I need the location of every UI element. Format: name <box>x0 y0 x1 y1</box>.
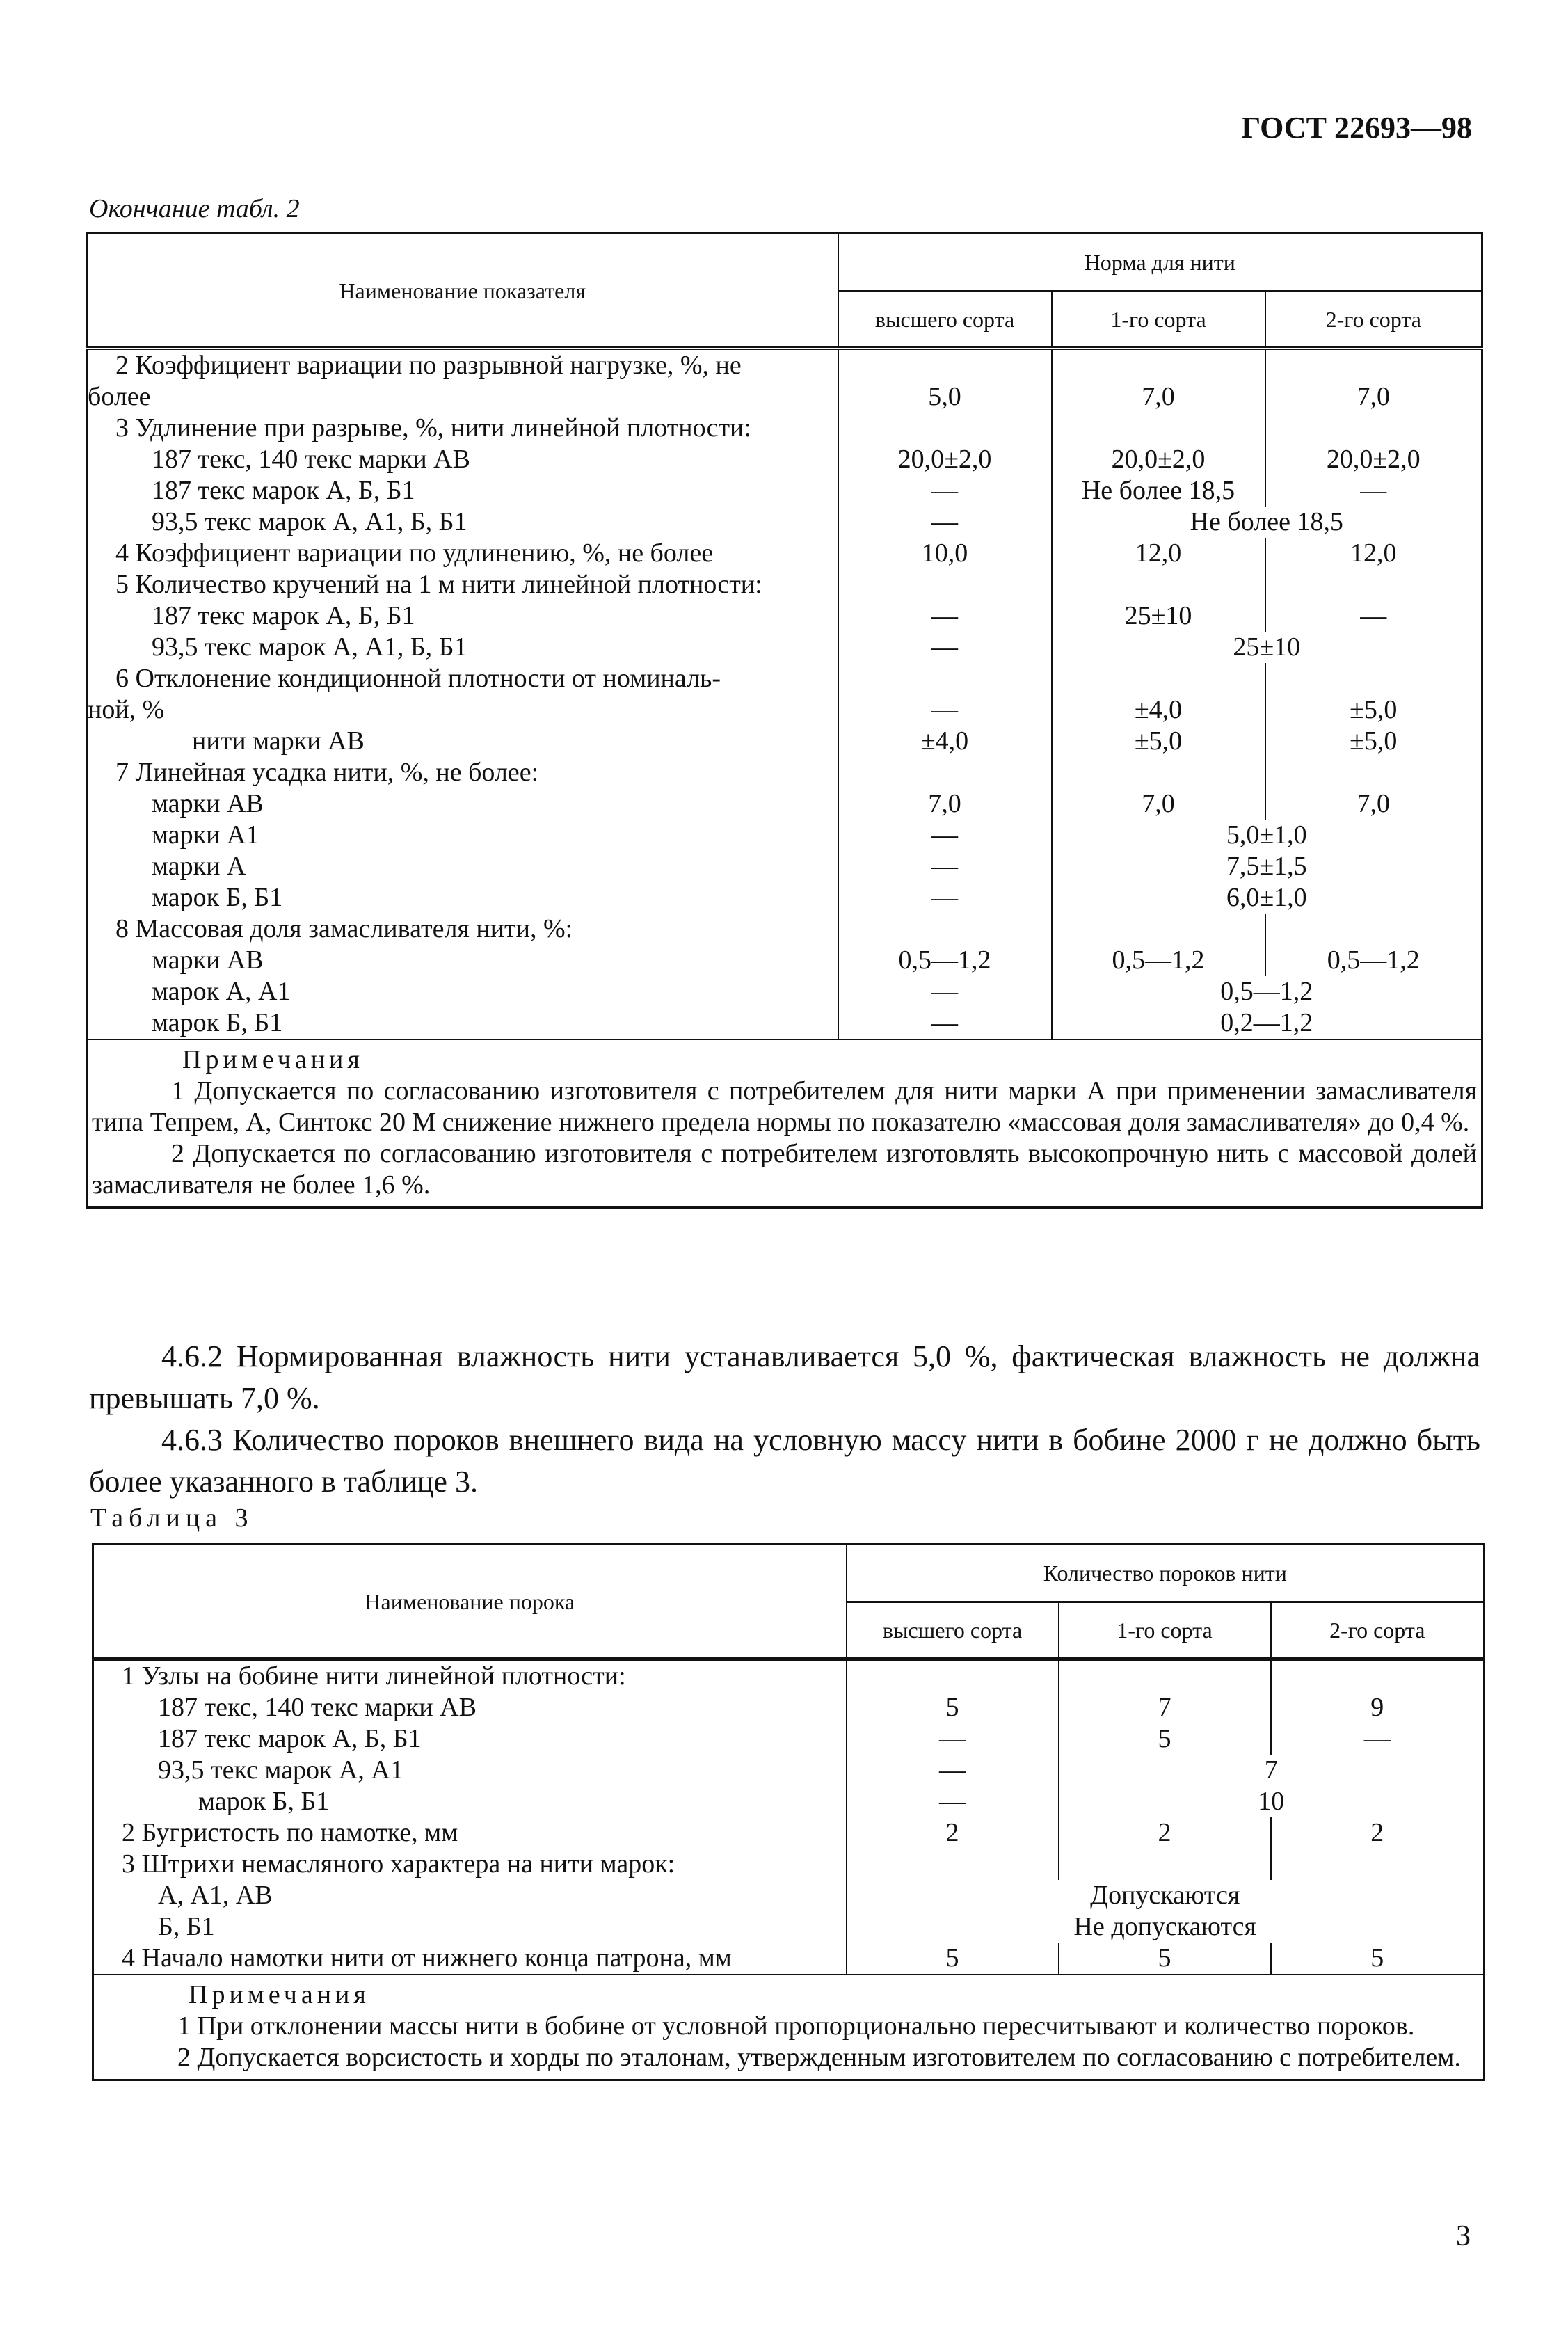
table2-row <box>87 475 1482 507</box>
table2-row <box>87 914 1482 945</box>
table2-row-value <box>838 569 1052 600</box>
table3-row <box>93 1943 1485 1975</box>
table2-row <box>87 851 1482 882</box>
table3-row <box>93 1659 1485 1693</box>
table3-row-value: — <box>1363 1724 1391 1753</box>
table2-row-value <box>1052 757 1265 788</box>
table2-row <box>87 757 1482 788</box>
table3-row-value: 2 <box>1059 1817 1271 1849</box>
table2-row <box>87 663 1482 694</box>
table2-row-value: ±4,0 <box>1052 694 1265 726</box>
table2-row-value: 20,0±2,0 <box>838 444 1052 475</box>
table2-row-label: более <box>87 381 838 413</box>
table2-row-value <box>1265 569 1482 600</box>
table2-row <box>87 945 1482 976</box>
table2-row-value: 25±10 <box>1233 632 1301 662</box>
table3-grade-header: 1-го сорта <box>1059 1602 1271 1659</box>
table2-row-value: 0,5—1,2 <box>1327 946 1420 975</box>
table3-row-value: 7 <box>1264 1755 1278 1785</box>
table2-row-value <box>1265 914 1482 945</box>
table3-row-value: — <box>847 1723 1059 1755</box>
table2-notes-title: Примечания <box>182 1045 364 1074</box>
table3-row-value <box>1059 1659 1271 1693</box>
table2-row-value: ±5,0 <box>1052 726 1265 757</box>
table2-note: 2 Допускается по согласованию изготовителя с потребителем изготовлять высокопрочную нить с массовой долей замасливателя не более 1,6 %. <box>92 1139 1478 1199</box>
table3-row-value <box>847 1849 1059 1880</box>
table2-row-value <box>1052 663 1265 694</box>
table2-row-label: 187 текс, 140 текс марки АВ <box>87 444 838 475</box>
table2-caption: Окончание табл. 2 <box>89 194 300 223</box>
body-text <box>89 1336 1480 1503</box>
table2-row <box>87 820 1482 851</box>
table2-row-label: 6 Отклонение кондиционной плотности от номиналь- <box>87 663 838 694</box>
table2-row-label: марки А <box>87 851 838 882</box>
table2-row-value: 0,5—1,2 <box>1052 945 1265 976</box>
table2-row-value: — <box>838 820 1052 851</box>
table2-row-value: — <box>838 507 1052 538</box>
table3-row-value <box>847 1659 1059 1693</box>
table2-grade-header: высшего сорта <box>838 292 1052 349</box>
table3-row-value: 2 <box>1370 1818 1384 1847</box>
table2-row-value <box>1265 349 1482 382</box>
table2-row <box>87 381 1482 413</box>
table3-row <box>93 1880 1485 1911</box>
table2-row-label: 4 Коэффициент вариации по удлинению, %, не более <box>87 538 838 569</box>
document-header: ГОСТ 22693—98 <box>1241 111 1472 145</box>
table2-row <box>87 444 1482 475</box>
table2-row-value: 0,5—1,2 <box>1220 977 1313 1006</box>
table3-notes <box>93 1975 1485 2080</box>
table3-row-label: 187 текс, 140 текс марки АВ <box>93 1692 847 1723</box>
table2-row-value: ±4,0 <box>838 726 1052 757</box>
table2-group-header: Норма для нити <box>838 234 1482 292</box>
table2-row-label: 2 Коэффициент вариации по разрывной нагрузке, %, не <box>87 349 838 382</box>
table2-row-value: — <box>1360 601 1387 630</box>
table2-row-value: 5,0 <box>838 381 1052 413</box>
table3-group-header: Количество пороков нити <box>847 1545 1485 1602</box>
table2-row-value: — <box>838 475 1052 507</box>
table2-row-label: 187 текс марок А, Б, Б1 <box>87 475 838 507</box>
table2-row-value: ±5,0 <box>1350 695 1398 724</box>
table2-row <box>87 349 1482 382</box>
table2-row-value: — <box>838 694 1052 726</box>
table2-row-value: 12,0 <box>1350 539 1397 568</box>
page-number: 3 <box>1456 2220 1471 2252</box>
table2-row-value: — <box>838 632 1052 663</box>
table3-row-value: — <box>847 1786 1059 1817</box>
table2-row-label: 93,5 текс марок А, А1, Б, Б1 <box>87 632 838 663</box>
table3-caption: Таблица 3 <box>90 1504 254 1533</box>
table2-row-label: 187 текс марок А, Б, Б1 <box>87 600 838 632</box>
paragraph-4-6-2: 4.6.2 Нормированная влажность нити устанавливается 5,0 %, фактическая влажность не должна превышать 7,0 %. <box>89 1339 1480 1415</box>
table2-row-value: — <box>838 976 1052 1007</box>
table2-row <box>87 413 1482 444</box>
table3-row-value: 5 <box>847 1692 1059 1723</box>
table2-row-value: 7,0 <box>1052 381 1265 413</box>
table2-row <box>87 882 1482 914</box>
table2-row-label: марки АВ <box>87 945 838 976</box>
table2-row-value <box>1265 663 1482 694</box>
table2-row-value: 7,0 <box>1357 789 1391 818</box>
table2-row-value: 20,0±2,0 <box>1052 444 1265 475</box>
table3-row-value <box>1271 1849 1485 1880</box>
table3-row-label: 187 текс марок А, Б, Б1 <box>93 1723 847 1755</box>
table3-note: 2 Допускается ворсистость и хорды по эталонам, утвержденным изготовителем по согласованию с потребителем. <box>177 2043 1461 2072</box>
table2-row-value <box>1052 569 1265 600</box>
table2-row-value <box>838 413 1052 444</box>
table2-row <box>87 1007 1482 1039</box>
table3-row-value: 5 <box>1370 1943 1384 1972</box>
table3-row-label: А, А1, АВ <box>93 1880 847 1911</box>
table3-row <box>93 1786 1485 1817</box>
table2-row-value: — <box>838 1007 1052 1039</box>
table2-row <box>87 726 1482 757</box>
table3-row-label: марок Б, Б1 <box>93 1786 847 1817</box>
table2-row-value: 0,2—1,2 <box>1220 1008 1313 1037</box>
table3-row-value <box>1271 1659 1485 1693</box>
table2-row-value <box>838 914 1052 945</box>
table2-row-value: 7,5±1,5 <box>1226 852 1307 881</box>
table3-row <box>93 1755 1485 1786</box>
table3-row-value: 5 <box>847 1943 1059 1975</box>
table2-row-value: 12,0 <box>1052 538 1265 569</box>
table2-row-value: ±5,0 <box>1350 726 1398 756</box>
table2-row <box>87 507 1482 538</box>
table2-row <box>87 694 1482 726</box>
table3-name-header: Наименование порока <box>93 1545 847 1659</box>
table2-row <box>87 569 1482 600</box>
table2-row-label: ной, % <box>87 694 838 726</box>
table2-row-value <box>1052 914 1265 945</box>
table3-grade-header: 2-го сорта <box>1271 1602 1485 1659</box>
table3-row-value: 10 <box>1258 1787 1285 1816</box>
table2-row-value: 5,0±1,0 <box>1226 820 1307 850</box>
table2-row-value <box>1052 349 1265 382</box>
paragraph-4-6-3: 4.6.3 Количество пороков внешнего вида на условную массу нити в бобине 2000 г не должно быть более указанного в таблице 3. <box>89 1423 1480 1499</box>
table2-row-value: — <box>838 882 1052 914</box>
table3-row-value <box>1059 1849 1271 1880</box>
table3-note: 1 При отклонении массы нити в бобине от условной пропорционально пересчитывают и количество пороков. <box>177 2011 1415 2041</box>
table3-row-value: Не допускаются <box>1073 1912 1256 1941</box>
table2-row <box>87 632 1482 663</box>
table2-row-value: 6,0±1,0 <box>1226 883 1307 912</box>
table3-row-label: 93,5 текс марок А, А1 <box>93 1755 847 1786</box>
table3-row-value: 9 <box>1370 1693 1384 1722</box>
table2-note: 1 Допускается по согласованию изготовителя с потребителем для нити марки А при применении замасливателя типа Тепрем, А, Синтокс 20 М снижение нижнего предела нормы по показателю «массовая доля замасливателя» до 0,4 %. <box>92 1076 1478 1137</box>
table3-row-label: 1 Узлы на бобине нити линейной плотности: <box>93 1659 847 1693</box>
table2-row-value: Не более 18,5 <box>1190 507 1343 536</box>
table3-row-label: 2 Бугристость по намотке, мм <box>93 1817 847 1849</box>
table2-row-value: 20,0±2,0 <box>1326 445 1421 474</box>
table2-row-label: 7 Линейная усадка нити, %, не более: <box>87 757 838 788</box>
table3-row-label: 3 Штрихи немасляного характера на нити марок: <box>93 1849 847 1880</box>
table2-row-label: марок Б, Б1 <box>87 882 838 914</box>
table3-row-value: Допускаются <box>1090 1881 1240 1910</box>
table3-row-value: 5 <box>1059 1943 1271 1975</box>
table2-row-value: 7,0 <box>838 788 1052 820</box>
table2-row-value: 7,0 <box>1052 788 1265 820</box>
table2-row-label: нити марки АВ <box>87 726 838 757</box>
table-3 <box>92 1543 1485 2081</box>
table2-row-label: марок Б, Б1 <box>87 1007 838 1039</box>
table2-row-value: — <box>838 851 1052 882</box>
table2-row-label: марок А, А1 <box>87 976 838 1007</box>
table2-row-value: 7,0 <box>1357 382 1391 411</box>
table3-row-label: Б, Б1 <box>93 1911 847 1943</box>
table2-row-value: — <box>1360 476 1387 505</box>
table3-row <box>93 1817 1485 1849</box>
table3-row <box>93 1911 1485 1943</box>
table2-row-value <box>1052 413 1265 444</box>
table2-row-value <box>1265 413 1482 444</box>
table2-row-label: 5 Количество кручений на 1 м нити линейной плотности: <box>87 569 838 600</box>
table-2 <box>86 232 1483 1209</box>
table2-row-value <box>1265 757 1482 788</box>
table3-notes-title: Примечания <box>189 1980 370 2009</box>
table3-row-value: 2 <box>847 1817 1059 1849</box>
table2-row <box>87 788 1482 820</box>
table2-notes <box>87 1039 1482 1208</box>
table2-row-value: 0,5—1,2 <box>838 945 1052 976</box>
table2-row-value: — <box>838 600 1052 632</box>
table2-row-label: 8 Массовая доля замасливателя нити, %: <box>87 914 838 945</box>
table3-row-value: 7 <box>1059 1692 1271 1723</box>
table3-row-value: — <box>847 1755 1059 1786</box>
table2-row-value: 25±10 <box>1052 600 1265 632</box>
table2-row-value <box>838 757 1052 788</box>
table2-row-label: 3 Удлинение при разрыве, %, нити линейной плотности: <box>87 413 838 444</box>
table2-row <box>87 976 1482 1007</box>
table3-row <box>93 1692 1485 1723</box>
table2-grade-header: 1-го сорта <box>1052 292 1265 349</box>
table3-row-value: 5 <box>1059 1723 1271 1755</box>
table3-grade-header: высшего сорта <box>847 1602 1059 1659</box>
table3-row <box>93 1849 1485 1880</box>
table2-row-value <box>838 349 1052 382</box>
table2-row-value: Не более 18,5 <box>1052 475 1265 507</box>
table2-name-header: Наименование показателя <box>87 234 838 349</box>
table2-row-label: марки А1 <box>87 820 838 851</box>
table3-row-label: 4 Начало намотки нити от нижнего конца патрона, мм <box>93 1943 847 1975</box>
table2-row <box>87 600 1482 632</box>
table2-grade-header: 2-го сорта <box>1265 292 1482 349</box>
table2-row-label: 93,5 текс марок А, А1, Б, Б1 <box>87 507 838 538</box>
table2-row-label: марки АВ <box>87 788 838 820</box>
table2-row <box>87 538 1482 569</box>
table2-row-value <box>838 663 1052 694</box>
table2-row-value: 10,0 <box>838 538 1052 569</box>
table3-row <box>93 1723 1485 1755</box>
